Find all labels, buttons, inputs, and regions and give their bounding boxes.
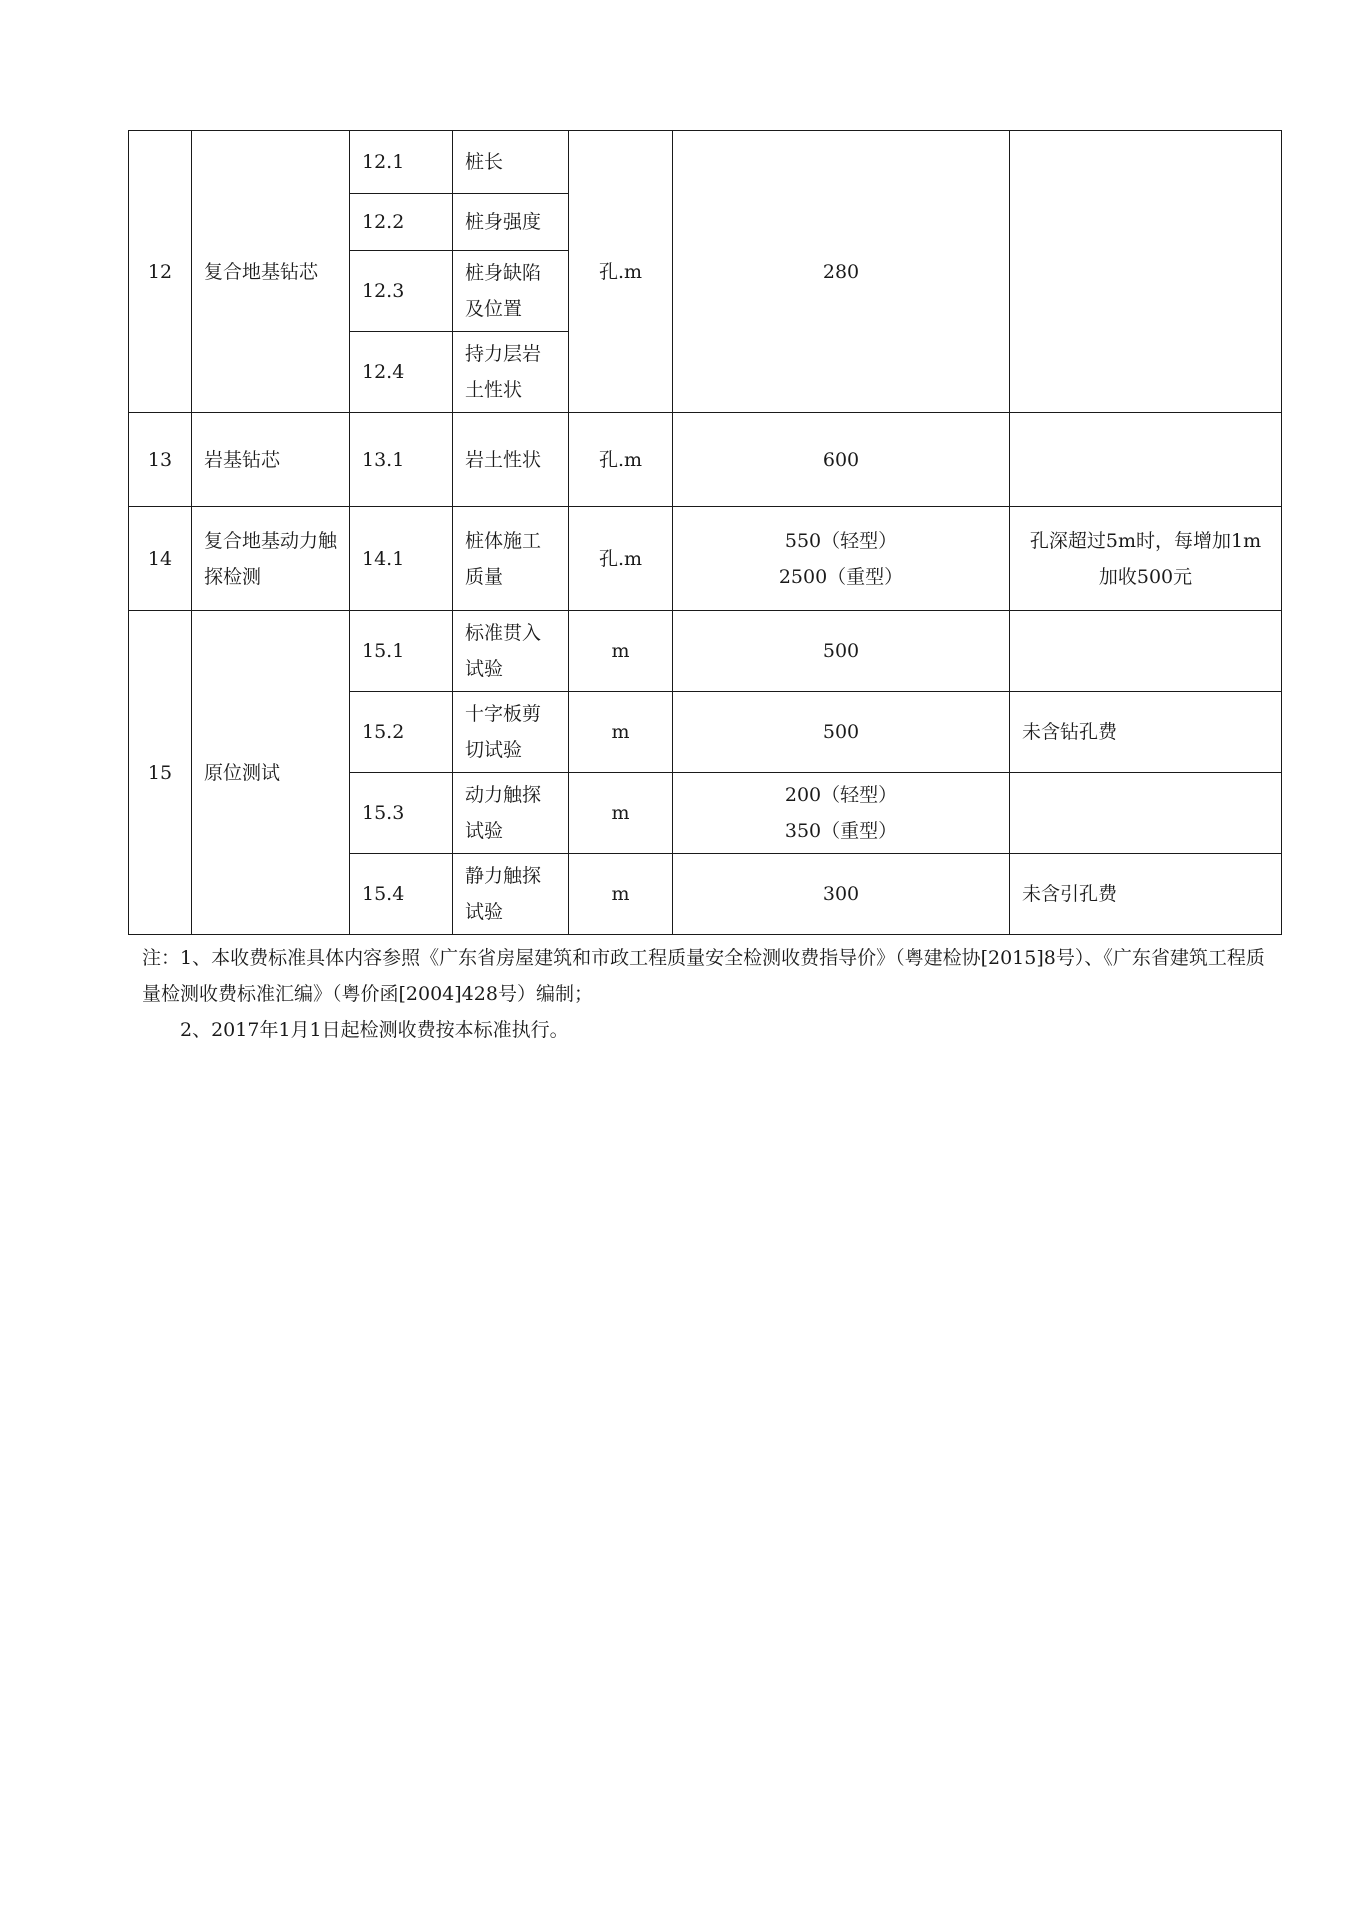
unit-cell: 孔.m [569, 131, 673, 413]
sub-code: 12.4 [350, 332, 453, 413]
sub-name: 标准贯入 试验 [453, 611, 569, 692]
table-row [129, 413, 1282, 507]
table-row [129, 507, 1282, 611]
item-name: 岩基钻芯 [192, 413, 350, 507]
price-cell: 300 [673, 854, 1010, 935]
sub-name: 桩长 [453, 131, 569, 194]
sub-name: 静力触探 试验 [453, 854, 569, 935]
sub-name: 动力触探 试验 [453, 773, 569, 854]
table-row [129, 131, 1282, 194]
note-2: 2、2017年1月1日起检测收费按本标准执行。 [180, 1019, 569, 1041]
item-number: 12 [129, 131, 192, 413]
sub-code: 15.1 [350, 611, 453, 692]
price-cell: 280 [673, 131, 1010, 413]
unit-cell: 孔.m [569, 413, 673, 507]
item-number: 13 [129, 413, 192, 507]
item-name: 复合地基动力触探检测 [192, 507, 350, 611]
remark-cell [1010, 413, 1282, 507]
remark-cell [1010, 611, 1282, 692]
sub-name: 岩土性状 [453, 413, 569, 507]
sub-name: 桩身强度 [453, 194, 569, 251]
item-number: 15 [129, 611, 192, 935]
remark-cell [1010, 131, 1282, 413]
unit-cell: m [569, 692, 673, 773]
item-name: 复合地基钻芯 [192, 131, 350, 413]
unit-cell: 孔.m [569, 507, 673, 611]
sub-code: 12.2 [350, 194, 453, 251]
note-1: 注：1、本收费标准具体内容参照《广东省房屋建筑和市政工程质量安全检测收费指导价》（粤建检协[2015]8号）、《广东省建筑工程质量检测收费标准汇编》（粤价函[2004]428号）编制； [142, 947, 1265, 1005]
price-cell: 500 [673, 692, 1010, 773]
unit-cell: m [569, 611, 673, 692]
price-cell: 500 [673, 611, 1010, 692]
remark-cell: 未含引孔费 [1010, 854, 1282, 935]
sub-code: 14.1 [350, 507, 453, 611]
price-cell: 600 [673, 413, 1010, 507]
notes-section [142, 940, 1272, 1048]
table-row [129, 611, 1282, 692]
price-cell: 200（轻型） 350（重型） [673, 773, 1010, 854]
sub-code: 15.4 [350, 854, 453, 935]
sub-name: 桩体施工 质量 [453, 507, 569, 611]
sub-name: 桩身缺陷 及位置 [453, 251, 569, 332]
price-cell: 550（轻型） 2500（重型） [673, 507, 1010, 611]
unit-cell: m [569, 773, 673, 854]
fee-table [128, 130, 1282, 935]
remark-cell: 未含钻孔费 [1010, 692, 1282, 773]
sub-name: 十字板剪 切试验 [453, 692, 569, 773]
sub-name: 持力层岩 土性状 [453, 332, 569, 413]
item-number: 14 [129, 507, 192, 611]
item-name: 原位测试 [192, 611, 350, 935]
sub-code: 15.3 [350, 773, 453, 854]
sub-code: 15.2 [350, 692, 453, 773]
unit-cell: m [569, 854, 673, 935]
remark-cell [1010, 773, 1282, 854]
sub-code: 13.1 [350, 413, 453, 507]
sub-code: 12.3 [350, 251, 453, 332]
remark-cell: 孔深超过5m时，每增加1m加收500元 [1010, 507, 1282, 611]
sub-code: 12.1 [350, 131, 453, 194]
